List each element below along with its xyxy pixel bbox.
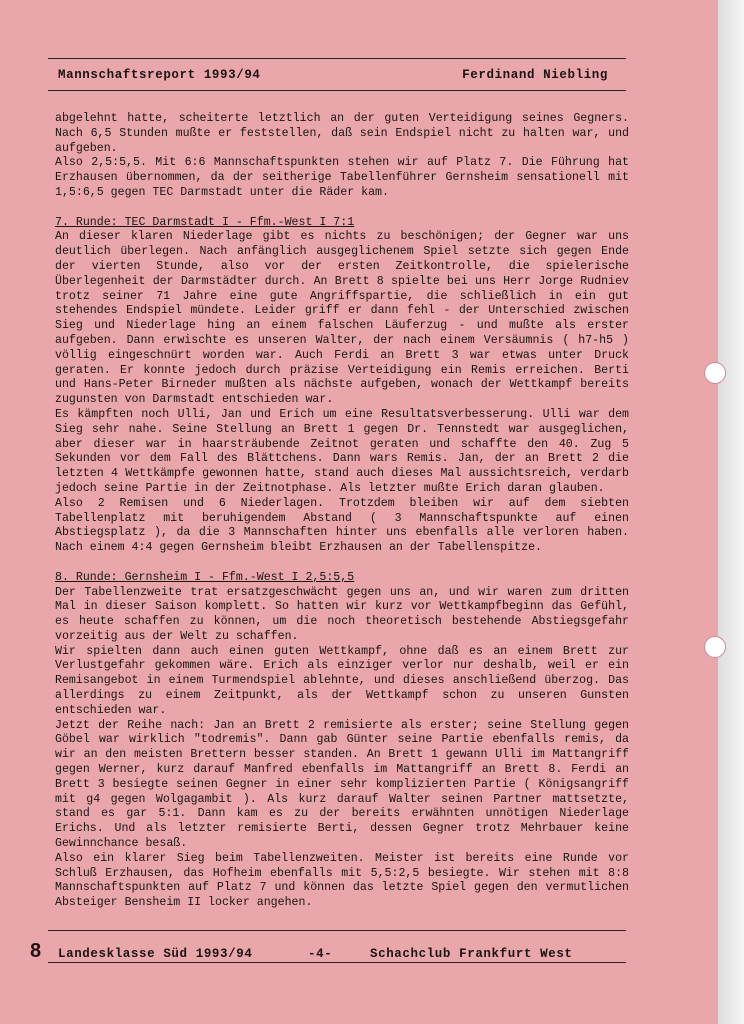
paragraph: Wir spielten dann auch einen guten Wettkampf, ohne daß es an einem Brett zur Verlustgefahr gekommen wäre. Erich als einziger verlor nur deshalb, weil er ein Remisangebot in einem Turmendspiel ablehnte, und dieses anschließend überzog. Das allerdings zu einem Zeitpunkt, als der Wettkampf schon zu unseren Gunsten entschieden war.: [55, 644, 629, 717]
footer-club: Schachclub Frankfurt West: [370, 947, 573, 961]
header-bottom-rule: [48, 90, 626, 91]
footer-top-rule: [48, 930, 626, 931]
paragraph: Jetzt der Reihe nach: Jan an Brett 2 remisierte als erster; seine Stellung gegen Göbel war wirklich "todremis". Dann gab Günter seine Partie ebenfalls remis, da wir an den meisten Brettern besser standen. An Brett 1 gewann Ulli im Mattangriff gegen Werner, kurz darauf Manfred ebenfalls im Mattangriff an Brett 8. Ferdi an Brett 3 besiegte seinen Gegner in einer sehr komplizierten Partie ( Königsangriff mit g4 gegen Wolgagambit ). Als kurz darauf Walter seinen Partner mattsetzte, stand es gar 5:1. Dann kam es zu der bereits erwähnten unnötigen Niederlage Erichs. Und als letzter remisierte Berti, dessen Gegner trotz Mehrbauer keine Gewinnchance besaß.: [55, 718, 629, 851]
paragraph: Also 2 Remisen und 6 Niederlagen. Trotzdem bleiben wir auf dem siebten Tabellenplatz mit beruhigendem Abstand ( 3 Mannschaftspunkte auf einen Abstiegsplatz ), da die 3 Mannschaften hinter uns ebenfalls alle verloren haben. Nach einem 4:4 gegen Gernsheim bleibt Erzhausen an der Tabellenspitze.: [55, 496, 629, 555]
paragraph: Es kämpften noch Ulli, Jan und Erich um eine Resultatsverbesserung. Ulli war dem Sieg sehr nahe. Seine Stellung an Brett 1 gegen Dr. Tennstedt war ausgeglichen, aber dieser war in haarsträubende Zeitnot geraten und schaffte den 40. Zug 5 Sekunden vor dem Fall des Blättchens. Dann wars Remis. Jan, der an Brett 2 die letzten 4 Wettkämpfe gewonnen hatte, stand auch dieses Mal aussichtsreich, verdarb jedoch seine Partie in der Zeitnotphase. Als letzter mußte Erich daran glauben.: [55, 407, 629, 495]
footer-league: Landesklasse Süd 1993/94: [58, 947, 253, 961]
page-header: [58, 68, 608, 82]
paragraph: An dieser klaren Niederlage gibt es nichts zu beschönigen; der Gegner war uns deutlich überlegen. Nach anfänglich ausgeglichenem Spiel setzte sich gegen Ende der vierten Stunde, also vor der ersten Zeitkontrolle, die spielerische Überlegenheit der Darmstädter durch. An Brett 8 spielte bei uns Herr Jorge Rudniev trotz seiner 71 Jahre eine gute Angriffspartie, die schließlich in ein gut stehendes Endspiel mündete. Leider griff er dann fehl - der Unterschied zwischen Sieg und Niederlage hing an einem falschen Läuferzug - und mußte als erster aufgeben. Dann erwischte es unseren Walter, der nach einem Versäumnis ( h7-h5 ) völlig eingeschnürt worden war. Auch Ferdi an Brett 3 war etwas unter Druck geraten. Er konnte jedoch durch präzise Verteidigung ein Remis erreichen. Berti und Hans-Peter Birneder mußten als nächste aufgeben, wonach der Wettkampf bereits zugunsten von Darmstadt entschieden war.: [55, 230, 629, 407]
punch-hole: [704, 636, 726, 658]
page-number: 8: [30, 940, 42, 962]
paragraph: abgelehnt hatte, scheiterte letztlich an der guten Verteidigung seines Gegners. Nach 6,5 Stunden mußte er feststellen, daß sein Endspiel nicht zu halten war, und aufgeben.: [55, 112, 629, 155]
header-title: Mannschaftsreport 1993/94: [58, 68, 261, 82]
paragraph: Also 2,5:5,5. Mit 6:6 Mannschaftspunkten stehen wir auf Platz 7. Die Führung hat Erzhausen übernommen, da der seitherige Tabellenführer Gernsheim sensationell mit 1,5:6,5 gegen TEC Darmstadt unter die Räder kam.: [55, 156, 629, 199]
round-7-heading: 7. Runde: TEC Darmstadt I - Ffm.-West I 7:1: [55, 215, 355, 229]
footer-bottom-rule: [48, 962, 626, 963]
round-8-heading: 8. Runde: Gernsheim I - Ffm.-West I 2,5:5,5: [55, 570, 355, 584]
footer-page-ref: -4-: [308, 947, 333, 961]
page-footer: [30, 940, 610, 963]
punch-hole: [704, 362, 726, 384]
paragraph: Also ein klarer Sieg beim Tabellenzweiten. Meister ist bereits eine Runde vor Schluß Erzhausen, das Hofheim ebenfalls mit 5,5:2,5 besiegte. Wir stehen mit 8:8 Mannschaftspunkten auf Platz 7 und können das letzte Spiel gegen den vermutlichen Absteiger Bensheim II locker angehen.: [55, 851, 629, 910]
scanner-edge: [718, 0, 744, 1024]
header-author: Ferdinand Niebling: [462, 68, 608, 82]
paragraph: Der Tabellenzweite trat ersatzgeschwächt gegen uns an, und wir waren zum dritten Mal in dieser Saison komplett. So hatten wir kurz vor Wettkampfbeginn das Gefühl, es heute schaffen zu können, um die noch theoretisch bestehende Abstiegsgefahr vorzeitig aus der Welt zu schaffen.: [55, 585, 629, 643]
article-body: [55, 112, 629, 911]
header-top-rule: [48, 58, 626, 59]
